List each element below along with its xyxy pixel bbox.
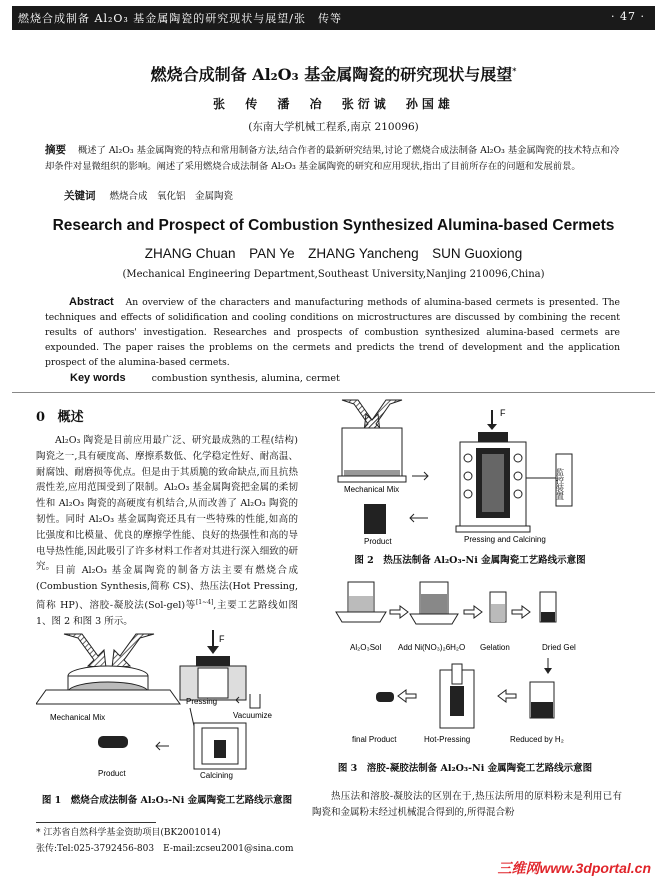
section-divider: [12, 392, 655, 393]
figure-3-caption: 图 3 溶胶-凝胶法制备 Al₂O₃-Ni 金属陶瓷工艺路线示意图: [337, 763, 593, 774]
fig1-mix-label: Mechanical Mix: [50, 713, 106, 722]
fig3-mixed-liquid: [421, 594, 447, 614]
citation-ref: [1~4]: [195, 598, 214, 606]
fig2-punch: [478, 432, 508, 442]
page-number: · 47 ·: [611, 10, 645, 23]
abstract-cn-label: 摘要: [45, 144, 66, 156]
fig2-product-block: [364, 504, 386, 534]
fig2-mix-label: Mechanical Mix: [344, 485, 400, 494]
fig2-press-base: [456, 526, 530, 532]
fig2-sample: [482, 454, 504, 512]
heating-coil-2: [464, 472, 472, 480]
fig2-product-label: Product: [364, 537, 392, 546]
body-paragraph-1: Al₂O₃ 陶瓷是目前应用最广泛、研究最成熟的工程(结构)陶瓷之一,具有硬度高、摩擦系数低、化学稳定性好、耐高温、耐腐蚀、耐磨损等优点。但是由于其质脆的致命缺点,而且抗热震性差,应用范围受到了限制。Al₂O₃ 基金属陶瓷把金属的柔韧性和 Al₂O₃ 陶瓷的高硬度有机结合,从而改善了 Al₂O₃ 陶瓷的韧性。同时 Al₂O₃ 基金属陶瓷还具有一些特殊的性能,如高的比强度和比模量、优良的摩擦学性能、良好的热强性和高的导电导热性能,因此吸引了许多材料工作者对其进行深入细致的研究。: [36, 435, 298, 573]
keywords-en: [70, 372, 340, 384]
fig3-arrow-4: [398, 690, 416, 702]
heating-coil-4: [514, 454, 522, 462]
keywords-cn-label: 关键词: [64, 190, 96, 202]
mixer-base: [36, 690, 180, 704]
fig2-base: [338, 476, 406, 482]
fig2-monitor-label: 监控装置: [555, 468, 565, 500]
paper-title-en: Research and Prospect of Combustion Synthesized Alumina-based Cermets: [52, 217, 615, 234]
fig3-reduced-label: Reduced by H₂: [510, 735, 564, 744]
figure-3-diagram: [320, 574, 620, 746]
fig3-gel: [491, 604, 505, 622]
site-watermark: 三维网www.3dportal.cn: [497, 860, 651, 876]
hatched-arrow-right: [112, 634, 154, 668]
fig1-pressing-label: Pressing: [186, 697, 218, 706]
abstract-cn: [45, 142, 625, 175]
running-header: [12, 6, 655, 30]
footnote-rule: [36, 822, 156, 823]
heating-coil-5: [514, 472, 522, 480]
fig3-dried-gel: [541, 612, 555, 622]
fig2-force-label: F: [500, 408, 506, 418]
fig1-product-label: Product: [98, 769, 126, 778]
fig1-force-label: F: [219, 634, 225, 644]
figure-2-caption: 图 2 热压法制备 Al₂O₃-Ni 金属陶瓷工艺路线示意图: [354, 555, 586, 566]
paper-title-cn-text: 燃烧合成制备 Al₂O₃ 基金属陶瓷的研究现状与展望: [150, 65, 513, 84]
hatched-arrow-left: [64, 634, 106, 668]
running-header-title: 燃烧合成制备 Al₂O₃ 基金属陶瓷的研究现状与展望/张 传等: [18, 12, 342, 25]
fig2-powder: [344, 470, 400, 476]
keywords-en-text: combustion synthesis, alumina, cermet: [151, 373, 340, 384]
body-paragraph-2-end: ,主要工艺路线如图 1、图 2 和图 3 所示。: [36, 599, 298, 627]
fig2-arrow-left: [410, 514, 428, 522]
fig3-sol-liquid: [349, 596, 373, 612]
fig1-arrow-left-2: [156, 742, 169, 750]
fig3-gelation-label: Gelation: [480, 643, 510, 652]
body-paragraph-2-text: 目前 Al₂O₃ 基金属陶瓷的制备方法主要有燃烧合成(Combustion Synthesis,简称 CS)、热压法(Hot Pressing,简称 HP)、溶胶-凝胶法(Sol-gel)等: [36, 565, 298, 611]
authors-cn: 张 传 潘 冶 张衍诚 孙国雄: [213, 97, 454, 111]
fig3-arrow-2: [464, 606, 482, 618]
fig3-down-arrow-head: [544, 668, 552, 674]
footnote-fund: * 江苏省自然科学基金资助项目(BK2001014): [36, 828, 221, 838]
title-footnote-mark: *: [512, 65, 517, 76]
heating-coil-6: [514, 490, 522, 498]
fig3-arrow-3: [512, 606, 530, 618]
furnace-tube: [190, 708, 194, 726]
body-paragraph-2: [36, 563, 298, 629]
footnote-contact: 张传:Tel:025-3792456-803 E-mail:zcseu2001@sina.com: [36, 844, 294, 854]
fig1-calcining-label: Calcining: [200, 771, 233, 780]
fig2-arrow-right: [412, 472, 428, 480]
figure-2-diagram: [330, 398, 600, 546]
fig3-hot-press-sample: [450, 686, 464, 716]
section-title: 概述: [57, 410, 84, 425]
fig3-hot-press-punch: [452, 664, 462, 684]
keywords-cn: [64, 188, 233, 203]
abstract-en-text: An overview of the characters and manufacturing methods of alumina-based cermets is presented. The techniques and effects of solidification and cooling conditions on microstructures are discussed by combining the recent results of authors' investigation. Researches and prospects of combustion synthesized alumina-based cermets are expounded. The paper raises the problems on the cermets and predicts the trend of development and the application prospect of the alumina-based cermets.: [45, 297, 620, 368]
fig3-final-label: final Product: [352, 735, 397, 744]
affiliation-en: (Mechanical Engineering Department,Southeast University,Nanjing 210096,China): [122, 269, 545, 280]
figure-1-diagram: [36, 628, 298, 783]
furnace-sample: [214, 740, 226, 758]
section-number: 0: [36, 410, 46, 425]
affiliation-cn: (东南大学机械工程系,南京 210096): [248, 121, 419, 133]
fig2-pressing-label: Pressing and Calcining: [464, 535, 546, 544]
body-paragraph-3: 热压法和溶胶-凝胶法的区别在于,热压法所用的原料粉末是利用已有陶瓷和金属粉末经过机械混合得到的,所得混合粉: [312, 791, 622, 818]
fig1-product-disc: [98, 736, 128, 748]
fig3-arrow-1: [390, 606, 408, 618]
abstract-en: [45, 295, 620, 370]
press-cavity: [198, 668, 228, 698]
authors-en: ZHANG Chuan PAN Ye ZHANG Yancheng SUN Guoxiong: [144, 246, 523, 261]
keywords-en-label: Key words: [70, 372, 126, 384]
fig2-force-arrow-head: [487, 424, 497, 430]
heating-coil-1: [464, 454, 472, 462]
fig3-reduced-powder: [531, 702, 553, 718]
keywords-cn-text: 燃烧合成 氧化铝 金属陶瓷: [109, 191, 234, 202]
heating-coil-3: [464, 490, 472, 498]
fig3-hotpress-label: Hot-Pressing: [424, 735, 471, 744]
section-heading: [36, 406, 84, 425]
fig3-stirrer-2: [410, 614, 458, 624]
fig3-sol-label: Al₂O₃Sol: [350, 643, 382, 652]
abstract-en-label: Abstract: [69, 296, 114, 308]
fig1-crucible: [250, 694, 260, 708]
paper-title-cn: [0, 62, 667, 85]
abstract-cn-text: 概述了 Al₂O₃ 基金属陶瓷的特点和常用制备方法,结合作者的最新研究结果,讨论了燃烧合成法制备 Al₂O₃ 基金属陶瓷的技术特点和冷却条件对显微组织的影响。阐述了采用燃烧合成法制备 Al₂O₃ 基金属陶瓷的研究和应用现状,指出了目前所存在的问题和发展前景。: [45, 145, 620, 172]
fig3-final-product: [376, 692, 394, 702]
fig3-dried-label: Dried Gel: [542, 643, 576, 652]
press-punch: [196, 656, 230, 666]
press-arrow-head: [207, 646, 219, 654]
fig3-stirrer-1: [336, 612, 386, 622]
fig1-vacuumize-label: Vacuumize: [233, 711, 272, 720]
fig2-container: [342, 428, 402, 476]
figure-1-caption: 图 1 燃烧合成法制备 Al₂O₃-Ni 金属陶瓷工艺路线示意图: [41, 795, 293, 806]
fig3-arrow-5: [498, 690, 516, 702]
fig3-add-label: Add Ni(NO₃)₂6H₂O: [398, 643, 466, 652]
